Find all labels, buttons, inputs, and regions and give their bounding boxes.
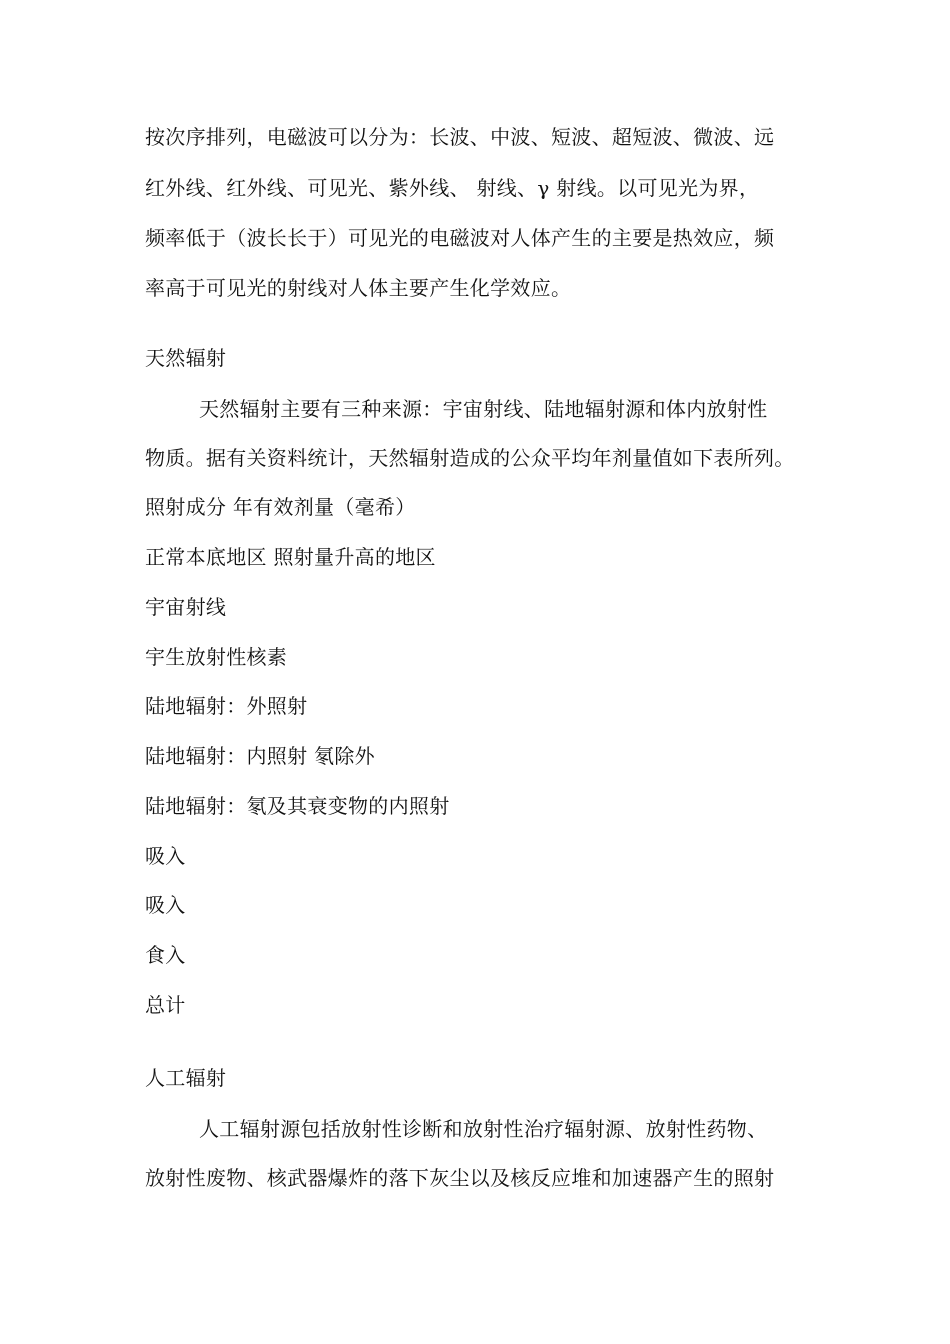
table-header-line: 照射成分 年有效剂量（毫希） bbox=[145, 495, 416, 519]
table-row-label: 陆地辐射：外照射 bbox=[145, 694, 308, 718]
table-row-label: 吸入 bbox=[145, 893, 186, 917]
table-row-label: 陆地辐射：内照射 氡除外 bbox=[145, 744, 375, 768]
table-total-label: 总计 bbox=[145, 993, 186, 1017]
table-row-label: 宇生放射性核素 bbox=[145, 645, 288, 669]
natural-paragraph-line-1: 天然辐射主要有三种来源：宇宙射线、陆地辐射源和体内放射性 bbox=[199, 397, 768, 421]
table-row-label: 陆地辐射：氡及其衰变物的内照射 bbox=[145, 794, 450, 818]
intro-line-3: 频率低于（波长长于）可见光的电磁波对人体产生的主要是热效应，频 bbox=[145, 226, 775, 250]
natural-paragraph-line-2: 物质。据有关资料统计，天然辐射造成的公众平均年剂量值如下表所列。 bbox=[145, 446, 795, 470]
table-row-label: 宇宙射线 bbox=[145, 595, 227, 619]
intro-line-4: 率高于可见光的射线对人体主要产生化学效应。 bbox=[145, 276, 572, 300]
artificial-paragraph-line-1: 人工辐射源包括放射性诊断和放射性治疗辐射源、放射性药物、 bbox=[199, 1117, 768, 1141]
table-row-label: 吸入 bbox=[145, 844, 186, 868]
table-row-label: 食入 bbox=[145, 943, 186, 967]
table-subheader-line: 正常本底地区 照射量升高的地区 bbox=[145, 545, 436, 569]
section-heading-artificial: 人工辐射 bbox=[145, 1066, 227, 1090]
section-heading-natural: 天然辐射 bbox=[145, 346, 227, 370]
intro-line-2: 红外线、红外线、可见光、紫外线、 射线、γ 射线。以可见光为界， bbox=[145, 176, 760, 200]
artificial-paragraph-line-2: 放射性废物、核武器爆炸的落下灰尘以及核反应堆和加速器产生的照射 bbox=[145, 1166, 775, 1190]
intro-line-1: 按次序排列，电磁波可以分为：长波、中波、短波、超短波、微波、远 bbox=[145, 125, 775, 149]
